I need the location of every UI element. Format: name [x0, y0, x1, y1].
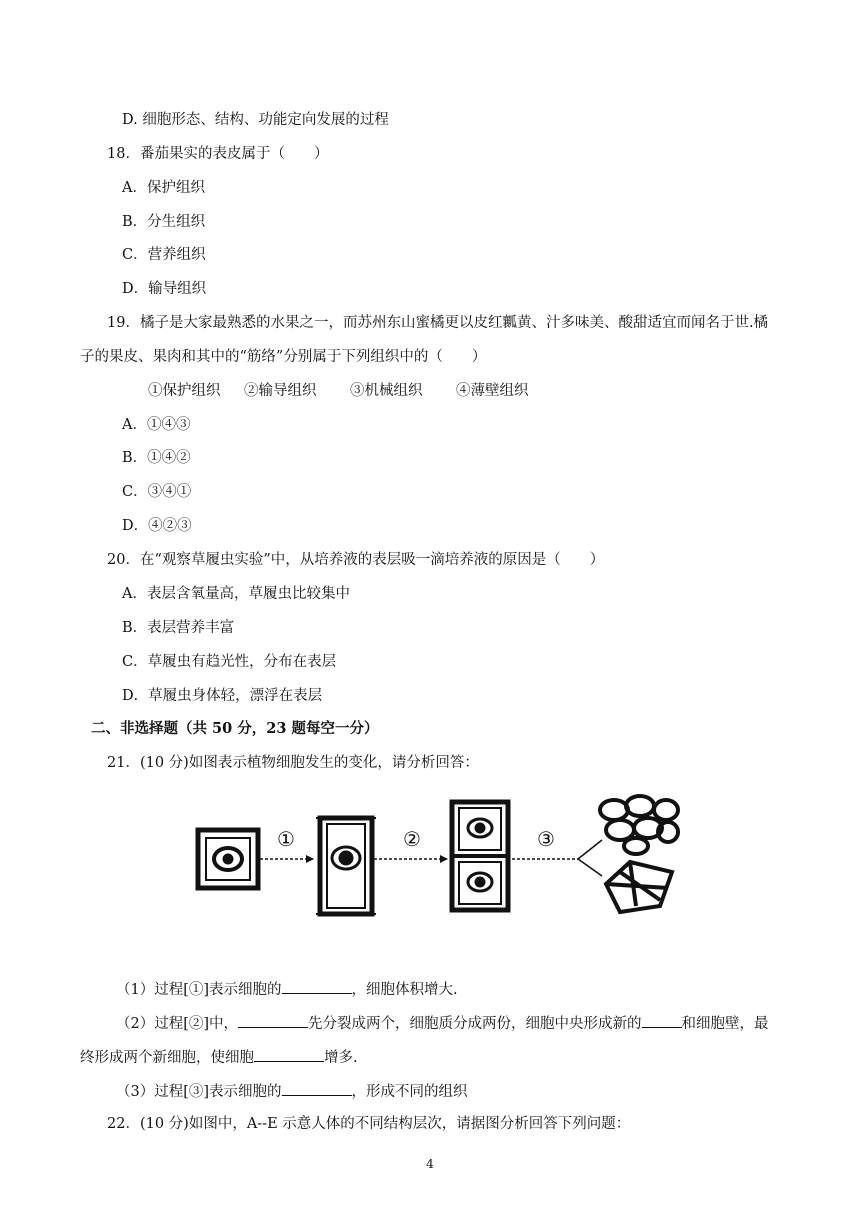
- arrow-1-head: [306, 855, 314, 863]
- q20-stem: 20．在“观察草履虫实验”中，从培养液的表层吸一滴培养液的原因是（ ）: [107, 552, 605, 568]
- q19-item-4: ④薄壁组织: [456, 383, 529, 399]
- q22-stem: 22．(10 分)如图中，A--E 示意人体的不同结构层次，请据图分析回答下列问题：: [107, 1116, 631, 1132]
- tissue-cluster-lower: [606, 862, 672, 912]
- q21-part1-text-a: （1）过程[①]表示细胞的: [116, 982, 282, 998]
- q21-part3-text-a: （3）过程[③]表示细胞的: [116, 1084, 282, 1100]
- q21-part2-text-d: 终形成两个新细胞，使细胞: [80, 1050, 254, 1066]
- blank-2[interactable]: [238, 1013, 308, 1028]
- q21-part2-text-a: （2）过程[②]中，: [116, 1016, 239, 1032]
- blank-4[interactable]: [254, 1047, 324, 1062]
- q19-stem-line1: 19．橘子是大家最熟悉的水果之一，而苏州东山蜜橘更以皮红瓤黄、汁多味美、酸甜适宜而闻名于世.橘: [107, 315, 769, 331]
- q21-part3-text-b: ，形成不同的组织: [351, 1084, 468, 1100]
- label-2: ②: [403, 827, 421, 851]
- q21-part3: [116, 1081, 468, 1101]
- q21-part1-text-b: ，细胞体积增大.: [351, 982, 458, 998]
- page-number: 4: [426, 1157, 434, 1171]
- q18-option-a: A．保护组织: [122, 180, 205, 196]
- q20-option-a: A．表层含氧量高，草履虫比较集中: [122, 586, 350, 602]
- q20-option-c: C．草履虫有趋光性，分布在表层: [122, 654, 337, 670]
- q19-stem-line2: 子的果皮、果肉和其中的“筋络”分别属于下列组织中的（ ）: [80, 349, 487, 365]
- q19-option-b: B．①④②: [122, 450, 191, 466]
- q19-option-c: C．③④①: [122, 484, 192, 500]
- q20-option-d: D．草履虫身体轻，漂浮在表层: [122, 688, 323, 704]
- q19-option-d: D．④②③: [122, 518, 192, 534]
- q21-part2-text-c: 和细胞壁，最: [681, 1016, 769, 1032]
- q20-option-b: B．表层营养丰富: [122, 620, 235, 636]
- cell-stage-3: [452, 802, 508, 910]
- q18-option-c: C．营养组织: [122, 247, 206, 263]
- blank-1[interactable]: [282, 979, 352, 994]
- cell-stage-1: [198, 830, 258, 888]
- branch-up: [578, 840, 602, 859]
- q18-option-d: D．输导组织: [122, 281, 207, 297]
- q21-part2-text-e: 增多.: [324, 1050, 358, 1066]
- label-1: ①: [277, 827, 295, 851]
- blank-3[interactable]: [642, 1013, 682, 1028]
- cell-change-diagram: [190, 788, 690, 923]
- q19-item-2: ②输导组织: [244, 383, 317, 399]
- cell-stage-2: [316, 818, 376, 914]
- label-3: ③: [537, 827, 555, 851]
- q21-part2-text-b: 先分裂成两个，细胞质分成两份，细胞中央形成新的: [308, 1016, 642, 1032]
- q19-item-3: ③机械组织: [350, 383, 423, 399]
- tissue-cluster-upper: [600, 796, 678, 854]
- q21-part2: [116, 1013, 769, 1033]
- q21-part1: [116, 979, 458, 999]
- branch-down: [578, 859, 602, 876]
- section-heading: 二、非选择题（共 50 分，23 题每空一分）: [91, 720, 379, 737]
- q18-stem: 18．番茄果实的表皮属于（ ）: [107, 146, 329, 162]
- q19-item-1: ①保护组织: [148, 383, 221, 399]
- q21-stem: 21．(10 分)如图表示植物细胞发生的变化，请分析回答：: [107, 755, 479, 771]
- blank-5[interactable]: [282, 1081, 352, 1096]
- q17-option-d: D. 细胞形态、结构、功能定向发展的过程: [122, 112, 389, 128]
- q19-option-a: A．①④③: [122, 417, 191, 433]
- q18-option-b: B．分生组织: [122, 214, 206, 230]
- q21-part2-cont: [80, 1047, 358, 1067]
- arrow-2-head: [440, 855, 448, 863]
